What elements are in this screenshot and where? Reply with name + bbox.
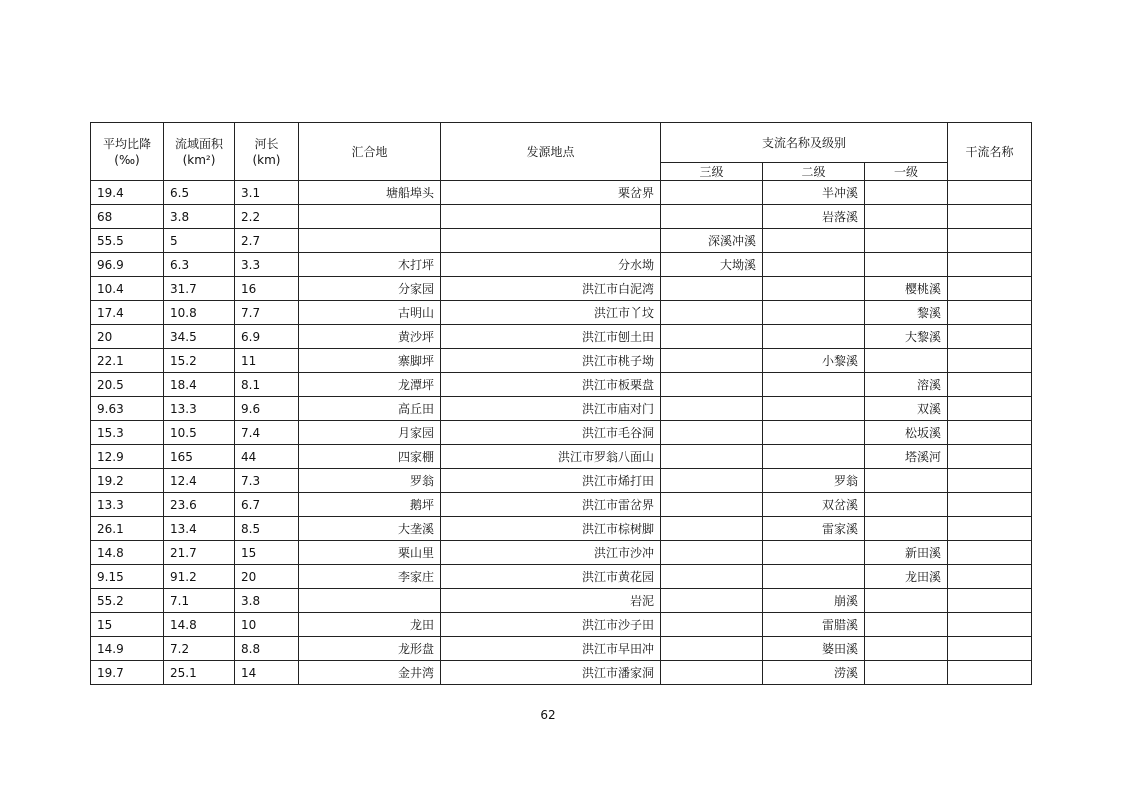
- confluence-cell: 栗山里: [299, 541, 441, 565]
- table-row: [91, 493, 1032, 517]
- source-cell: 洪江市潘家洞: [441, 661, 661, 685]
- main-river-cell: [948, 445, 1032, 469]
- level2-cell: [763, 253, 865, 277]
- confluence-cell: 龙形盘: [299, 637, 441, 661]
- area-cell: 10.8: [164, 301, 235, 325]
- source-cell: 洪江市板栗盘: [441, 373, 661, 397]
- source-cell: 洪江市白泥湾: [441, 277, 661, 301]
- length-cell: 6.7: [235, 493, 299, 517]
- level2-cell: [763, 229, 865, 253]
- confluence-cell: 龙田: [299, 613, 441, 637]
- level1-cell: 双溪: [865, 397, 948, 421]
- level1-cell: [865, 637, 948, 661]
- confluence-cell: 罗翁: [299, 469, 441, 493]
- area-cell: 12.4: [164, 469, 235, 493]
- table-row: [91, 253, 1032, 277]
- level2-cell: 涝溪: [763, 661, 865, 685]
- level2-cell: 小黎溪: [763, 349, 865, 373]
- level2-cell: 雷腊溪: [763, 613, 865, 637]
- level3-cell: [661, 541, 763, 565]
- length-cell: 11: [235, 349, 299, 373]
- source-cell: 洪江市烯打田: [441, 469, 661, 493]
- level2-cell: [763, 301, 865, 325]
- level3-cell: [661, 613, 763, 637]
- level3-cell: [661, 325, 763, 349]
- main-river-cell: [948, 301, 1032, 325]
- level3-cell: [661, 397, 763, 421]
- confluence-cell: 龙潭坪: [299, 373, 441, 397]
- length-cell: 8.1: [235, 373, 299, 397]
- level1-cell: 新田溪: [865, 541, 948, 565]
- length-cell: 14: [235, 661, 299, 685]
- source-cell: [441, 229, 661, 253]
- avg-slope-cell: 17.4: [91, 301, 164, 325]
- level3-cell: [661, 421, 763, 445]
- confluence-cell: [299, 589, 441, 613]
- level1-cell: [865, 661, 948, 685]
- source-cell: 洪江市丫坟: [441, 301, 661, 325]
- length-cell: 6.9: [235, 325, 299, 349]
- length-cell: 7.3: [235, 469, 299, 493]
- main-river-cell: [948, 205, 1032, 229]
- level2-cell: 罗翁: [763, 469, 865, 493]
- header-length: 河长 (km): [235, 123, 299, 181]
- area-cell: 34.5: [164, 325, 235, 349]
- table-row: [91, 565, 1032, 589]
- level2-cell: 崩溪: [763, 589, 865, 613]
- source-cell: 分水坳: [441, 253, 661, 277]
- avg-slope-cell: 96.9: [91, 253, 164, 277]
- level3-cell: [661, 301, 763, 325]
- confluence-cell: 分家园: [299, 277, 441, 301]
- area-cell: 7.1: [164, 589, 235, 613]
- level3-cell: [661, 181, 763, 205]
- length-cell: 7.7: [235, 301, 299, 325]
- river-table: [90, 122, 1032, 685]
- level3-cell: [661, 277, 763, 301]
- avg-slope-cell: 9.15: [91, 565, 164, 589]
- length-cell: 15: [235, 541, 299, 565]
- area-cell: 31.7: [164, 277, 235, 301]
- header-area: 流域面积 (km²): [164, 123, 235, 181]
- level2-cell: 雷家溪: [763, 517, 865, 541]
- main-river-cell: [948, 469, 1032, 493]
- level1-cell: [865, 253, 948, 277]
- level3-cell: [661, 517, 763, 541]
- avg-slope-cell: 14.8: [91, 541, 164, 565]
- avg-slope-cell: 9.63: [91, 397, 164, 421]
- level1-cell: 松坂溪: [865, 421, 948, 445]
- source-cell: 洪江市毛谷洞: [441, 421, 661, 445]
- level2-cell: [763, 397, 865, 421]
- level2-cell: [763, 421, 865, 445]
- area-cell: 23.6: [164, 493, 235, 517]
- length-cell: 16: [235, 277, 299, 301]
- header-branch-group: 支流名称及级别: [661, 123, 948, 163]
- avg-slope-cell: 19.7: [91, 661, 164, 685]
- length-cell: 7.4: [235, 421, 299, 445]
- source-cell: 洪江市刨土田: [441, 325, 661, 349]
- avg-slope-cell: 10.4: [91, 277, 164, 301]
- length-cell: 2.2: [235, 205, 299, 229]
- level1-cell: [865, 469, 948, 493]
- avg-slope-cell: 20.5: [91, 373, 164, 397]
- area-cell: 15.2: [164, 349, 235, 373]
- level2-cell: 岩落溪: [763, 205, 865, 229]
- area-cell: 5: [164, 229, 235, 253]
- header-main-river: 干流名称: [948, 123, 1032, 181]
- main-river-cell: [948, 229, 1032, 253]
- header-level2: 二级: [763, 163, 865, 181]
- main-river-cell: [948, 421, 1032, 445]
- avg-slope-cell: 15: [91, 613, 164, 637]
- avg-slope-cell: 12.9: [91, 445, 164, 469]
- table-row: [91, 517, 1032, 541]
- main-river-cell: [948, 373, 1032, 397]
- avg-slope-cell: 26.1: [91, 517, 164, 541]
- level3-cell: [661, 373, 763, 397]
- level1-cell: [865, 589, 948, 613]
- level2-cell: [763, 565, 865, 589]
- table-row: [91, 637, 1032, 661]
- level3-cell: [661, 493, 763, 517]
- confluence-cell: [299, 229, 441, 253]
- confluence-cell: 金井湾: [299, 661, 441, 685]
- confluence-cell: 高丘田: [299, 397, 441, 421]
- table-row: [91, 613, 1032, 637]
- area-cell: 10.5: [164, 421, 235, 445]
- avg-slope-cell: 55.2: [91, 589, 164, 613]
- table-row: [91, 205, 1032, 229]
- source-cell: 洪江市沙子田: [441, 613, 661, 637]
- level3-cell: [661, 469, 763, 493]
- table-row: [91, 229, 1032, 253]
- main-river-cell: [948, 253, 1032, 277]
- level3-cell: 深溪冲溪: [661, 229, 763, 253]
- area-cell: 25.1: [164, 661, 235, 685]
- avg-slope-cell: 13.3: [91, 493, 164, 517]
- source-cell: 洪江市棕树脚: [441, 517, 661, 541]
- area-cell: 13.3: [164, 397, 235, 421]
- level1-cell: 龙田溪: [865, 565, 948, 589]
- length-cell: 3.8: [235, 589, 299, 613]
- main-river-cell: [948, 541, 1032, 565]
- source-cell: 洪江市雷岔界: [441, 493, 661, 517]
- header-confluence: 汇合地: [299, 123, 441, 181]
- table-row: [91, 421, 1032, 445]
- level1-cell: [865, 181, 948, 205]
- level3-cell: [661, 349, 763, 373]
- length-cell: 3.1: [235, 181, 299, 205]
- level2-cell: [763, 445, 865, 469]
- confluence-cell: 鹅坪: [299, 493, 441, 517]
- table-row: [91, 589, 1032, 613]
- source-cell: 洪江市罗翁八面山: [441, 445, 661, 469]
- level2-cell: [763, 541, 865, 565]
- table-row: [91, 373, 1032, 397]
- area-cell: 14.8: [164, 613, 235, 637]
- level2-cell: 婆田溪: [763, 637, 865, 661]
- avg-slope-cell: 20: [91, 325, 164, 349]
- length-cell: 44: [235, 445, 299, 469]
- main-river-cell: [948, 613, 1032, 637]
- avg-slope-cell: 19.4: [91, 181, 164, 205]
- main-river-cell: [948, 181, 1032, 205]
- source-cell: 洪江市早田冲: [441, 637, 661, 661]
- area-cell: 165: [164, 445, 235, 469]
- length-cell: 2.7: [235, 229, 299, 253]
- table-row: [91, 301, 1032, 325]
- table-row: [91, 277, 1032, 301]
- level1-cell: [865, 205, 948, 229]
- main-river-cell: [948, 397, 1032, 421]
- confluence-cell: 木打坪: [299, 253, 441, 277]
- length-cell: 8.8: [235, 637, 299, 661]
- table-row: [91, 661, 1032, 685]
- header-source: 发源地点: [441, 123, 661, 181]
- area-cell: 21.7: [164, 541, 235, 565]
- avg-slope-cell: 19.2: [91, 469, 164, 493]
- main-river-cell: [948, 637, 1032, 661]
- source-cell: 洪江市黄花园: [441, 565, 661, 589]
- confluence-cell: 月家园: [299, 421, 441, 445]
- table-row: [91, 181, 1032, 205]
- level3-cell: [661, 661, 763, 685]
- level3-cell: [661, 445, 763, 469]
- main-river-cell: [948, 661, 1032, 685]
- level2-cell: 双岔溪: [763, 493, 865, 517]
- level1-cell: [865, 613, 948, 637]
- level3-cell: [661, 637, 763, 661]
- length-cell: 8.5: [235, 517, 299, 541]
- table-row: [91, 445, 1032, 469]
- table-row: [91, 325, 1032, 349]
- area-cell: 6.5: [164, 181, 235, 205]
- level1-cell: 樱桃溪: [865, 277, 948, 301]
- avg-slope-cell: 14.9: [91, 637, 164, 661]
- confluence-cell: 黄沙坪: [299, 325, 441, 349]
- avg-slope-cell: 55.5: [91, 229, 164, 253]
- area-cell: 3.8: [164, 205, 235, 229]
- table-row: [91, 397, 1032, 421]
- source-cell: 洪江市桃子坳: [441, 349, 661, 373]
- confluence-cell: 四家棚: [299, 445, 441, 469]
- main-river-cell: [948, 325, 1032, 349]
- source-cell: 洪江市沙冲: [441, 541, 661, 565]
- level1-cell: [865, 493, 948, 517]
- confluence-cell: 寨脚坪: [299, 349, 441, 373]
- level3-cell: [661, 205, 763, 229]
- level1-cell: [865, 229, 948, 253]
- confluence-cell: [299, 205, 441, 229]
- header-avg-slope: 平均比降 (‰): [91, 123, 164, 181]
- area-cell: 13.4: [164, 517, 235, 541]
- level3-cell: [661, 589, 763, 613]
- area-cell: 6.3: [164, 253, 235, 277]
- main-river-cell: [948, 493, 1032, 517]
- length-cell: 3.3: [235, 253, 299, 277]
- main-river-cell: [948, 517, 1032, 541]
- area-cell: 91.2: [164, 565, 235, 589]
- length-cell: 20: [235, 565, 299, 589]
- level1-cell: 大黎溪: [865, 325, 948, 349]
- level2-cell: [763, 277, 865, 301]
- confluence-cell: 塘船埠头: [299, 181, 441, 205]
- main-river-cell: [948, 589, 1032, 613]
- table-body: [91, 181, 1032, 685]
- length-cell: 10: [235, 613, 299, 637]
- length-cell: 9.6: [235, 397, 299, 421]
- source-cell: 洪江市庙对门: [441, 397, 661, 421]
- confluence-cell: 古明山: [299, 301, 441, 325]
- source-cell: 岩泥: [441, 589, 661, 613]
- page-number: 62: [540, 708, 556, 722]
- area-cell: 7.2: [164, 637, 235, 661]
- source-cell: 栗岔界: [441, 181, 661, 205]
- level2-cell: [763, 373, 865, 397]
- level1-cell: 黎溪: [865, 301, 948, 325]
- table-row: [91, 469, 1032, 493]
- table-row: [91, 349, 1032, 373]
- avg-slope-cell: 15.3: [91, 421, 164, 445]
- header-level1: 一级: [865, 163, 948, 181]
- level2-cell: 半冲溪: [763, 181, 865, 205]
- main-river-cell: [948, 565, 1032, 589]
- level2-cell: [763, 325, 865, 349]
- source-cell: [441, 205, 661, 229]
- level1-cell: [865, 517, 948, 541]
- main-river-cell: [948, 349, 1032, 373]
- level3-cell: [661, 565, 763, 589]
- level3-cell: 大坳溪: [661, 253, 763, 277]
- avg-slope-cell: 22.1: [91, 349, 164, 373]
- area-cell: 18.4: [164, 373, 235, 397]
- avg-slope-cell: 68: [91, 205, 164, 229]
- confluence-cell: 李家庄: [299, 565, 441, 589]
- confluence-cell: 大垄溪: [299, 517, 441, 541]
- level1-cell: 塔溪河: [865, 445, 948, 469]
- table-row: [91, 541, 1032, 565]
- level1-cell: 溶溪: [865, 373, 948, 397]
- header-level3: 三级: [661, 163, 763, 181]
- level1-cell: [865, 349, 948, 373]
- main-river-cell: [948, 277, 1032, 301]
